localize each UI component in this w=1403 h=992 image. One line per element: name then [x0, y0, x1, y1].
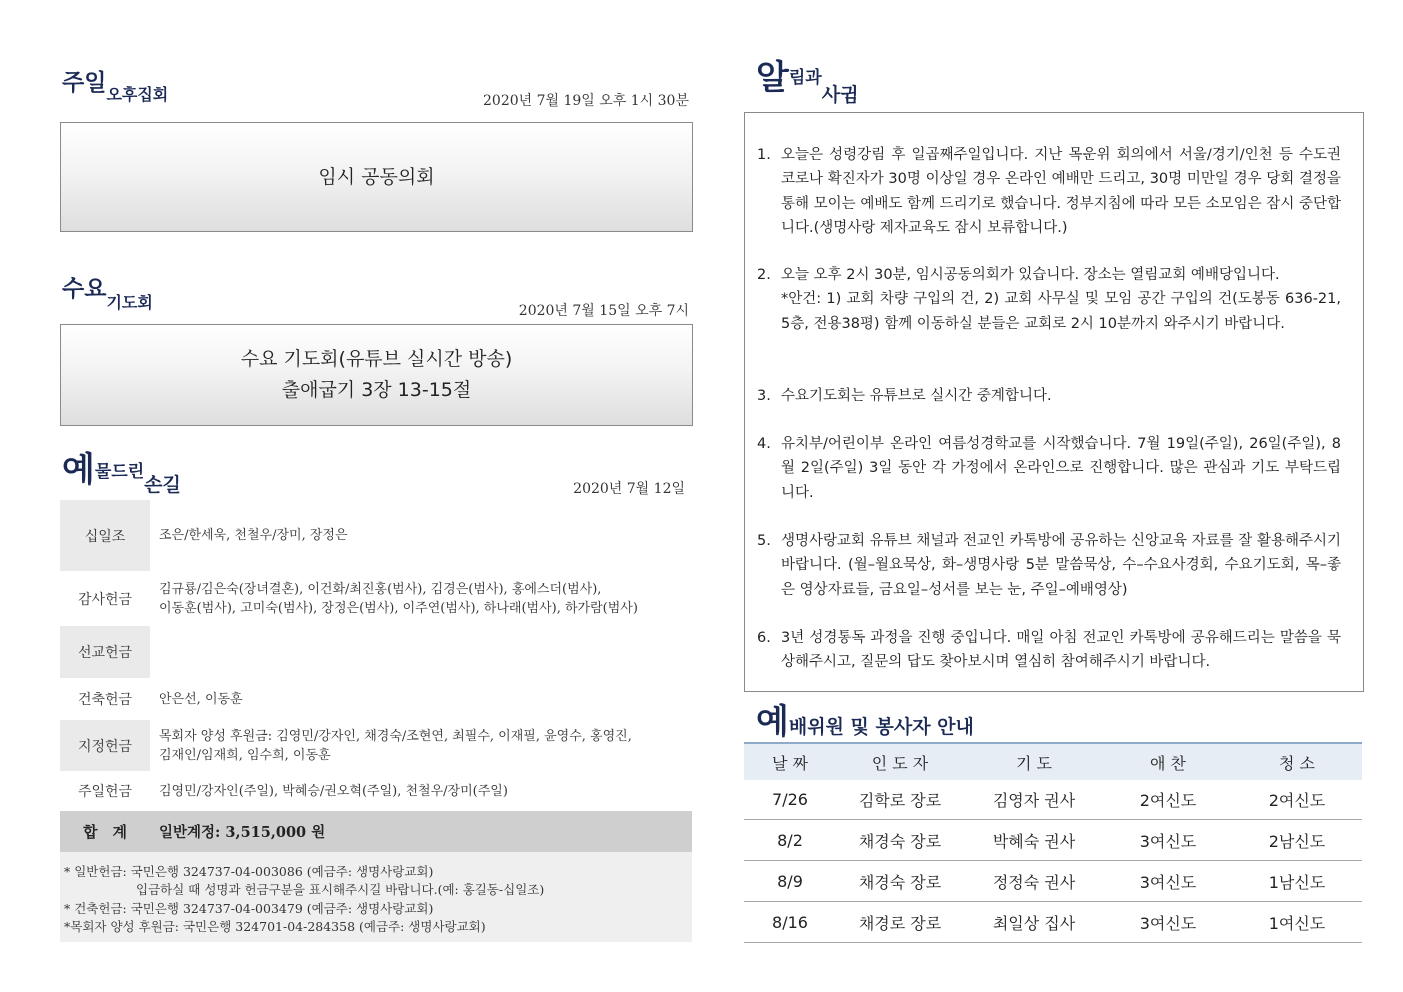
offering-row-value — [159, 571, 692, 626]
offering-row-label: 지정헌금 — [60, 720, 150, 771]
wednesday-date: 2020년 7월 15일 오후 7시 — [518, 303, 689, 319]
announcement-text-sub: *안건: 1) 교회 차량 구입의 건, 2) 교회 사무실 및 모임 공간 구입의 건(도봉동 636-21, 5층, 전용38평) 함께 이동하실 분들은 교회로 2시 10분까지 와주시기 바랍니다. — [781, 291, 1341, 332]
service-cell-date: 8/16 — [772, 912, 808, 932]
offering-heading — [62, 442, 181, 496]
offering-row — [60, 571, 692, 626]
service-cell-date: 7/26 — [772, 789, 808, 809]
announcement-text: 오늘 오후 2시 30분, 임시공동의회가 있습니다. 장소는 열림교회 예배당입니다. — [781, 267, 1280, 283]
service-cell-prayer: 최일상 집사 — [992, 913, 1076, 933]
announcements-heading-mid: 림과 — [788, 68, 822, 88]
service-cell-cleaning: 2여신도 — [1268, 790, 1326, 810]
offering-row — [60, 678, 692, 720]
service-row — [744, 779, 1362, 820]
service-row — [744, 902, 1362, 943]
wednesday-heading-small: 기도회 — [106, 293, 153, 312]
sunday-content: 임시 공동의회 — [318, 165, 435, 188]
offering-notes — [60, 852, 692, 942]
announcement-number: 3. — [757, 388, 771, 404]
offering-row-label: 십일조 — [60, 500, 150, 571]
service-cell-leader: 채경숙 장로 — [858, 872, 942, 892]
service-cell-cleaning: 2남신도 — [1268, 831, 1326, 851]
wednesday-line2: 출애굽기 3장 13-15절 — [281, 379, 472, 401]
offering-note: *목회자 양성 후원금: 국민은행 324701-04-284358 (예금주: 생명사랑교회) — [64, 919, 486, 934]
sunday-heading-small: 오후집회 — [106, 85, 169, 104]
announcement-number: 5. — [757, 533, 771, 549]
announcements-heading — [756, 50, 859, 106]
wednesday-heading-big: 수요 — [62, 275, 107, 302]
offering-row — [60, 500, 692, 571]
announcement-number: 1. — [757, 147, 771, 163]
offering-row-label: 감사헌금 — [60, 571, 150, 626]
announcement-item — [757, 143, 1341, 240]
announcements-heading-small: 사귐 — [821, 84, 859, 106]
service-heading-big: 예 — [756, 702, 789, 742]
offering-row-line: 이동훈(범사), 고미숙(범사), 장정은(범사), 이주연(범사), 하나래(범사), 하가람(범사) — [159, 600, 638, 616]
offering-heading-small: 손길 — [144, 474, 181, 496]
service-header-cell: 애 찬 — [1150, 753, 1186, 773]
service-cell-leader: 채경숙 장로 — [858, 831, 942, 851]
offering-note: * 일반헌금: 국민은행 324737-04-003086 (예금주: 생명사랑교회) — [64, 864, 434, 879]
announcement-item — [757, 432, 1341, 505]
service-cell-date: 8/9 — [777, 871, 803, 891]
service-heading — [756, 694, 974, 743]
sunday-heading — [62, 64, 169, 104]
service-cell-cleaning: 1남신도 — [1268, 872, 1326, 892]
service-header-cell: 청 소 — [1279, 753, 1315, 773]
offering-row-value — [159, 678, 692, 720]
offering-row-line: 김재인/임재희, 임수희, 이동훈 — [159, 747, 331, 763]
offering-total-label: 합 계 — [83, 823, 127, 841]
announcement-text: 3년 성경통독 과정을 진행 중입니다. 매일 아침 전교인 카톡방에 공유해드리는 말씀을 묵상해주시고, 질문의 답도 찾아보시며 열심히 참여해주시기 바랍니다. — [781, 630, 1341, 671]
announcements-heading-big: 알 — [756, 58, 789, 98]
service-cell-meal: 3여신도 — [1139, 872, 1197, 892]
offering-row-value — [159, 720, 692, 771]
sunday-box — [60, 122, 693, 232]
announcement-item — [757, 529, 1341, 602]
service-heading-rest: 배위원 및 봉사자 안내 — [788, 716, 974, 738]
announcement-number: 6. — [757, 630, 771, 646]
sunday-date: 2020년 7월 19일 오후 1시 30분 — [483, 93, 689, 109]
service-cell-meal: 3여신도 — [1139, 913, 1197, 933]
offering-row-label: 주일헌금 — [60, 771, 150, 811]
service-cell-prayer: 박혜숙 권사 — [992, 831, 1076, 851]
service-cell-date: 8/2 — [777, 830, 803, 850]
offering-row — [60, 626, 692, 678]
service-cell-meal: 2여신도 — [1139, 790, 1197, 810]
offering-row-label: 건축헌금 — [60, 678, 150, 720]
offering-heading-mid: 물드린 — [94, 462, 145, 482]
service-cell-cleaning: 1여신도 — [1268, 913, 1326, 933]
offering-note: * 건축헌금: 국민은행 324737-04-003479 (예금주: 생명사랑교회) — [64, 901, 434, 916]
announcement-item — [757, 263, 1341, 336]
wednesday-heading — [62, 270, 153, 312]
announcement-number: 4. — [757, 436, 771, 452]
offering-row-line: 조은/한세욱, 천철우/장미, 장정은 — [159, 528, 348, 543]
announcement-item — [757, 626, 1341, 675]
offering-total-value: 일반계정: 3,515,000 원 — [159, 824, 326, 841]
offering-row-line: 안은선, 이동훈 — [159, 691, 243, 707]
service-header-cell: 기 도 — [1016, 753, 1052, 773]
offering-date: 2020년 7월 12일 — [573, 481, 685, 497]
offering-total-row — [60, 811, 692, 852]
service-cell-meal: 3여신도 — [1139, 831, 1197, 851]
announcement-item — [757, 384, 1341, 408]
offering-row — [60, 771, 692, 811]
service-cell-prayer: 김영자 권사 — [992, 790, 1076, 810]
service-cell-leader: 채경로 장로 — [858, 913, 942, 933]
announcement-number: 2. — [757, 267, 771, 283]
offering-row-value — [159, 626, 692, 678]
offering-row-line: 김규룡/김은숙(장녀결혼), 이건화/최진홍(범사), 김경은(범사), 홍에스더(범사), — [159, 581, 602, 597]
offering-row-label: 선교헌금 — [60, 626, 150, 678]
announcement-text: 생명사랑교회 유튜브 채널과 전교인 카톡방에 공유하는 신앙교육 자료를 잘 활용해주시기 바랍니다. (월–월요묵상, 화–생명사랑 5분 말씀묵상, 수–수요사경회, 수요기도회, 목–좋은 영상자료들, 금요일–성서를 보는 눈, 주일–예배영상) — [781, 533, 1341, 598]
offering-row-value — [159, 500, 692, 571]
sunday-heading-big: 주일 — [62, 69, 107, 96]
offering-row — [60, 720, 692, 771]
announcement-text: 유치부/어린이부 온라인 여름성경학교를 시작했습니다. 7월 19일(주일), 26일(주일), 8월 2일(주일) 3일 동안 각 가정에서 온라인으로 진행합니다. 많은 관심과 기도 부탁드립니다. — [781, 436, 1341, 501]
offering-note: 입금하실 때 성명과 헌금구분을 표시해주시길 바랍니다.(예: 홍길동-십일조) — [136, 882, 545, 897]
service-row — [744, 861, 1362, 902]
service-header-cell: 날 짜 — [772, 753, 808, 773]
offering-row-line: 목회자 양성 후원금: 김영민/강자인, 채경숙/조현연, 최필수, 이재필, 윤영수, 홍영진, — [159, 728, 632, 744]
offering-row-value — [159, 771, 692, 811]
announcements-box — [744, 112, 1364, 692]
service-table-header — [744, 742, 1362, 780]
service-cell-leader: 김학로 장로 — [858, 790, 942, 810]
offering-row-line: 김영민/강자인(주일), 박혜승/권오혁(주일), 천철우/장미(주일) — [159, 783, 508, 799]
wednesday-box — [60, 324, 693, 426]
announcement-text: 수요기도회는 유튜브로 실시간 중계합니다. — [781, 388, 1052, 404]
announcement-text: 오늘은 성령강림 후 일곱째주일입니다. 지난 목운위 회의에서 서울/경기/인천 등 수도권 코로나 확진자가 30명 이상일 경우 온라인 예배만 드리고, 30명 미만일 경우 당회 결정을 통해 모이는 예배도 함께 드리기로 했습니다. 정부지침에 따라 모든 소모임은 잠시 중단합니다.(생명사랑 제자교육도 잠시 보류합니다.) — [781, 147, 1341, 236]
wednesday-line1: 수요 기도회(유튜브 실시간 방송) — [240, 348, 513, 370]
offering-heading-big: 예 — [62, 450, 95, 490]
service-cell-prayer: 정정숙 권사 — [992, 872, 1076, 892]
service-row — [744, 820, 1362, 861]
service-header-cell: 인 도 자 — [871, 753, 929, 773]
